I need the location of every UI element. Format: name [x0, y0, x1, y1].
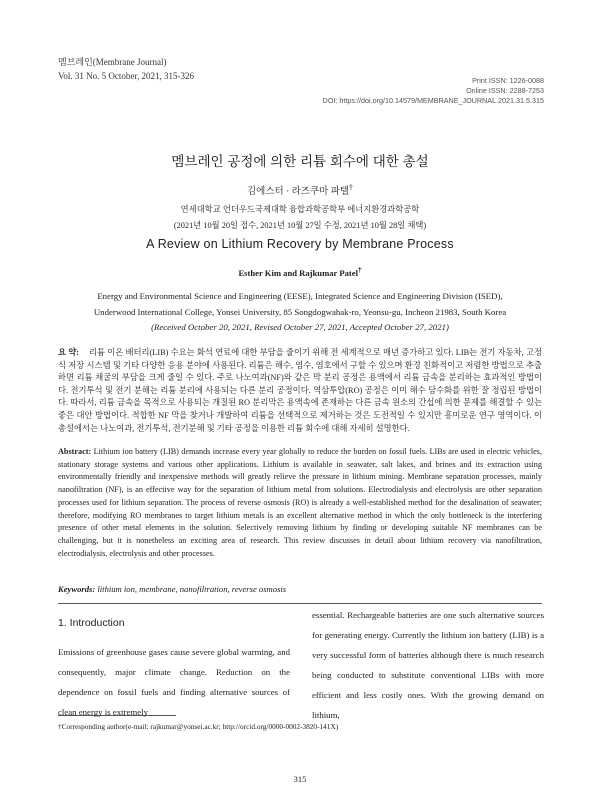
english-affiliation-line1: Energy and Environmental Science and Engineering (EESE), Integrated Science and Engineering Division (ISED), — [97, 291, 503, 301]
english-affiliation — [0, 289, 600, 336]
english-abstract — [58, 446, 542, 560]
doi-link[interactable]: DOI: https://doi.org/10.14579/MEMBRANE_JOURNAL.2021.31.5.315 — [322, 96, 544, 105]
journal-issue: Vol. 31 No. 5 October, 2021, 315-326 — [58, 71, 194, 81]
english-title: A Review on Lithium Recovery by Membrane Process — [146, 237, 454, 251]
page-number: 315 — [293, 774, 307, 784]
issn-block — [323, 76, 544, 106]
korean-author-names: 김에스터 · 라즈쿠마 파텔 — [246, 187, 350, 198]
footnote-divider — [58, 715, 176, 716]
korean-received-dates: (2021년 10월 20일 접수, 2021년 10월 27일 수정, 2021년 10월 28일 채택) — [173, 221, 427, 230]
intro-left-column: Emissions of greenhouse gases cause severe global warming, and consequently, major climate change. Reduction on the dependence on fossil fuels and finding alternative sources of clean energy is extremely — [58, 647, 290, 717]
english-received-dates: (Received October 20, 2021, Revised October 27, 2021, Accepted October 27, 2021) — [151, 322, 449, 332]
english-author-names: Esther Kim and Rajkumar Patel — [238, 267, 358, 278]
journal-name: 멤브레인(Membrane Journal) — [58, 57, 167, 67]
english-affiliation-line2: Underwood International College, Yonsei University, 85 Songdogwahak-ro, Yeonsu-gu, Incheon 21983, South Korea — [93, 306, 507, 317]
korean-author-mark: † — [349, 183, 353, 192]
keywords-text: lithium ion, membrane, nanofiltration, reverse osmosis — [97, 584, 287, 594]
korean-abstract-label: 요 약: — [58, 348, 80, 357]
print-issn: Print ISSN: 1226-0088 — [472, 76, 544, 85]
korean-abstract-text: 리튬 이온 배터리(LIB) 수요는 화석 연료에 대한 부담을 줄이기 위해 전 세계적으로 매년 증가하고 있다. LIB는 전기 자동차, 고정식 저장 시스템 및 기타 다양한 응용 분야에 사용된다. 리튬은 해수, 염수, 염호에서 구할 수 있으며 환경 친화적이고 저렴한 방법으로 추출하면 리튬 채굴의 부담을 크게 줄일 수 있다. 주로 나노여과(NF)와 같은 막 분리 공정은 용액에서 리튬 금속을 분리하는 효과적인 방법이다. 전기투석 및 전기 분해는 리튬 분리에 사용되는 다른 분리 공정이다. 역삼투압(RO) 공정은 이미 해수 담수화를 위한 잘 정립된 방법이다. 따라서, 리튬 금속을 목적으로 사용되는 개질된 RO 분리막은 용액속에 존재하는 다른 금속 원소의 간섭에 의한 문제를 해결할 수 있는 좋은 대안 방법이다. 적합한 NF 막을 찾거나 개발하여 리튬을 선택적으로 제거하는 것은 도전적일 수 있지만 흥미로운 연구 영역이다. 이 총설에서는 나노여과, 전기투석, 전기분해 및 기타 공정을 이용한 리튬 회수에 대해 자세히 설명한다. — [58, 348, 542, 433]
english-author-mark: † — [357, 266, 362, 274]
english-abstract-label: Abstract: — [58, 447, 92, 456]
korean-authors — [0, 183, 600, 197]
korean-affiliation: 연세대학교 언더우드국제대학 융합과학공학부 에너지환경과학공학 — [180, 205, 420, 214]
section-divider — [58, 603, 542, 604]
english-abstract-text: Lithium ion battery (LIB) demands increase every year globally to reduce the burden on fossil fuels. LIBs are used in electric vehicles, stationary storage systems and various other applications. Lithium is available in seawater, salt lakes, and brines and its extraction using environmentally friendly and inexpensive methods will greatly relieve the pressure in lithium mining. Membrane separation processes, mainly nanofiltration (NF), is an effective way for the separation of lithium metal from solutions. Electrodialysis and electrolysis are other separation processes used for lithium separation. The process of reverse osmosis (RO) is already a well-established method for the desalination of seawater; therefore, modifying RO membranes to target lithium metals is an excellent alternative method in which the only bottleneck is the interfering presence of other metal elements in the solution. Selectively removing lithium by finding or developing suitable NF membranes can be challenging, but it is nonetheless an exciting area of research. This review discusses in detail about lithium recovery via nanofiltration, electrodialysis, electrolysis and other processes. — [58, 447, 543, 558]
keywords-label: Keywords: — [58, 584, 96, 594]
keywords — [58, 584, 286, 594]
online-issn: Online ISSN: 2288-7253 — [466, 86, 544, 95]
corresponding-author-footnote: †Corresponding author(e-mail: rajkumar@yonsei.ac.kr; http://orcid.org/0000-0002-3820-141X) — [58, 722, 339, 731]
korean-title: 멤브레인 공정에 의한 리튬 회수에 대한 총설 — [171, 154, 429, 169]
english-authors — [0, 266, 600, 278]
section-heading-introduction: 1. Introduction — [58, 617, 125, 629]
korean-abstract — [58, 347, 542, 435]
intro-right-column: essential. Rechargeable batteries are one such alternative sources for generating energy. Currently the lithium ion battery (LIB) is a very successful form of batteries although there is much research being conducted to substitute conventional LIBs with more efficient and less costly ones. With the growing demand on lithium, — [312, 610, 544, 720]
